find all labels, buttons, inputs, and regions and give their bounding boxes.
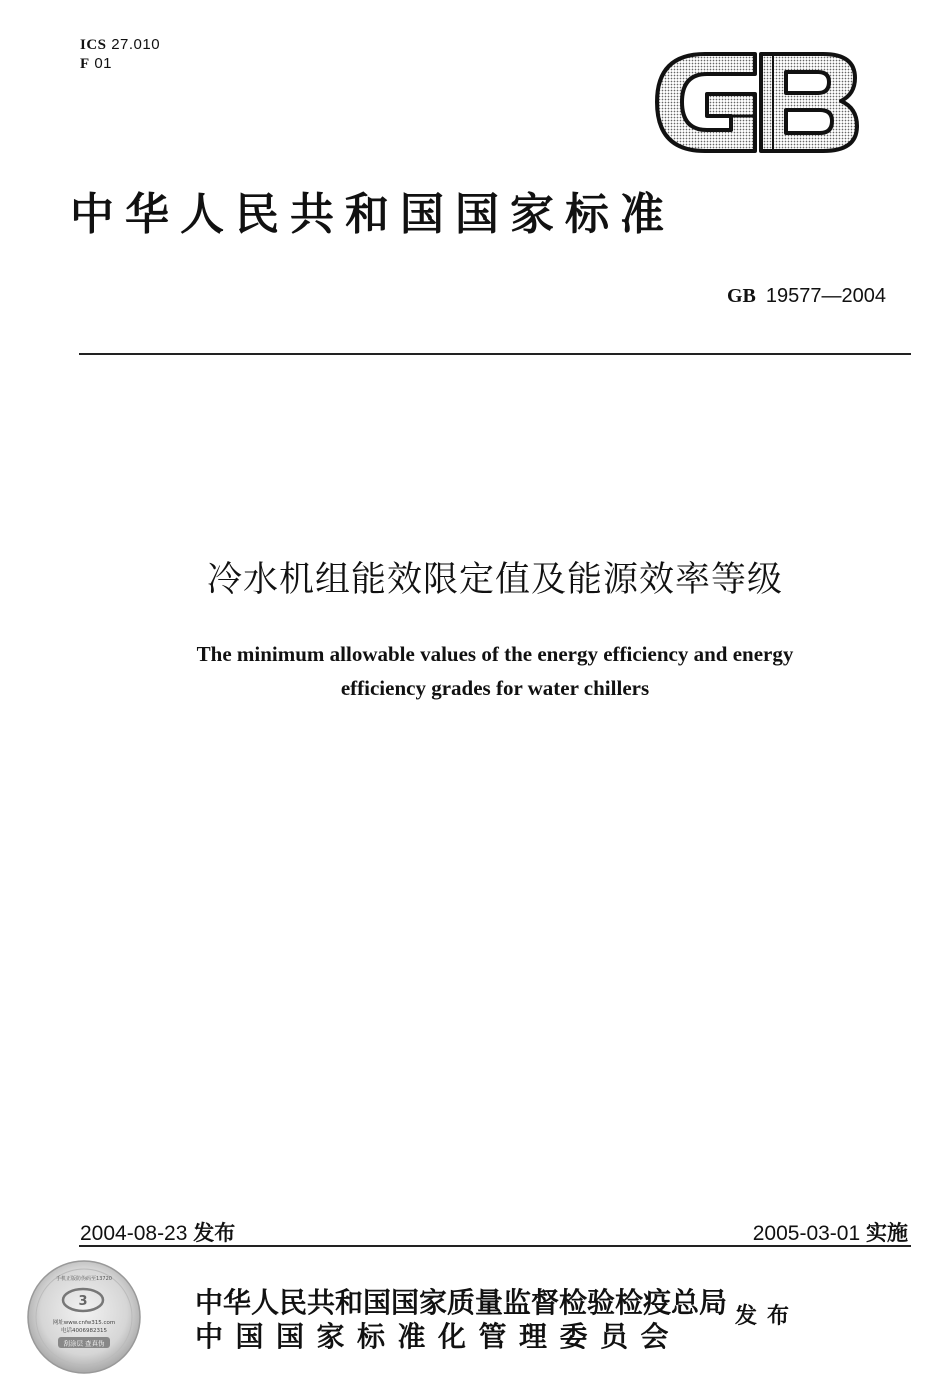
- standard-number-value: 19577—2004: [765, 285, 886, 307]
- ics-code: [80, 36, 160, 54]
- stamp-text-phone: 电话4006982315: [61, 1328, 107, 1334]
- issue-date-value: 2004-08-23: [80, 1222, 188, 1245]
- effective-date-label: 实施: [866, 1221, 908, 1245]
- document-title-en-line1: The minimum allowable values of the energy efficiency and energy: [196, 642, 794, 666]
- document-title-cn: 冷水机组能效限定值及能源效率等级: [206, 560, 783, 600]
- ics-prefix: ICS: [80, 37, 107, 53]
- issuer-line-1: 中华人民共和国国家质量监督检验检疫总局: [195, 1286, 728, 1319]
- standard-category-title: 中华人民共和国国家标准: [70, 189, 675, 240]
- anti-counterfeit-stamp: [25, 1258, 143, 1376]
- issue-date-label: 发布: [193, 1221, 236, 1245]
- ccs-number: 01: [94, 55, 113, 72]
- ccs-code: [80, 55, 112, 73]
- document-title-en-line2: efficiency grades for water chillers: [340, 676, 650, 700]
- svg-text:3: 3: [78, 1294, 88, 1309]
- header-divider: [79, 353, 911, 355]
- footer-divider: [79, 1245, 911, 1247]
- ics-number: 27.010: [111, 36, 161, 53]
- stamp-text-url: 网址www.cnfw315.com: [52, 1320, 116, 1326]
- issue-date: [80, 1217, 235, 1247]
- issuer-line-2: 中国国家标准化管理委员会: [195, 1320, 682, 1353]
- ccs-prefix: F: [80, 56, 90, 72]
- standard-number: [727, 285, 886, 308]
- effective-date-value: 2005-03-01: [752, 1222, 861, 1245]
- stamp-text-scratch: 刮涂层 查真伪: [63, 1339, 105, 1348]
- publish-label: 发布: [735, 1303, 800, 1329]
- gb-logo: [655, 50, 860, 155]
- standard-number-prefix: GB: [726, 285, 756, 307]
- stamp-text-top: 手机正版防伪码至13720: [56, 1276, 112, 1282]
- effective-date: [753, 1217, 908, 1247]
